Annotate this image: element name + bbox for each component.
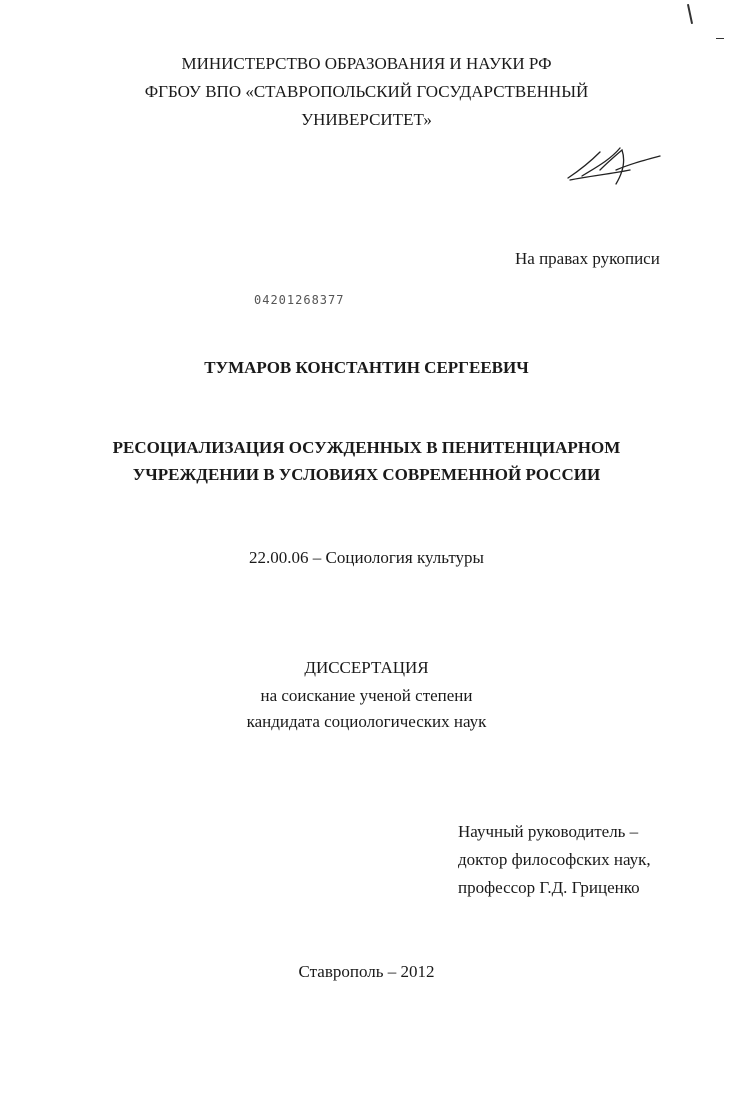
scan-mark [716, 38, 724, 39]
document-type-heading: ДИССЕРТАЦИЯ [304, 658, 429, 677]
scan-mark [687, 4, 693, 24]
degree-field-line: кандидата социологических наук [246, 712, 487, 731]
ministry-line: МИНИСТЕРСТВО ОБРАЗОВАНИЯ И НАУКИ РФ [181, 54, 552, 73]
university-line-continued: УНИВЕРСИТЕТ» [301, 110, 432, 129]
degree-line: на соискание ученой степени [260, 686, 473, 705]
dissertation-title-line2: УЧРЕЖДЕНИИ В УСЛОВИЯХ СОВРЕМЕННОЙ РОССИИ [132, 465, 601, 484]
university-line: ФГБОУ ВПО «СТАВРОПОЛЬСКИЙ ГОСУДАРСТВЕННЫЙ [144, 82, 589, 101]
advisor-label: Научный руководитель – [458, 822, 639, 841]
rights-note: На правах рукописи [515, 249, 660, 268]
author-name: ТУМАРОВ КОНСТАНТИН СЕРГЕЕВИЧ [204, 358, 529, 377]
catalog-number: 04201268377 [254, 293, 345, 307]
advisor-name: профессор Г.Д. Гриценко [458, 878, 640, 897]
signature-icon [560, 140, 670, 190]
city-year: Ставрополь – 2012 [298, 962, 435, 981]
advisor-degree: доктор философских наук, [458, 850, 651, 869]
specialty-code: 22.00.06 – Социология культуры [249, 548, 484, 567]
dissertation-title-line1: РЕСОЦИАЛИЗАЦИЯ ОСУЖДЕННЫХ В ПЕНИТЕНЦИАРНОМ [112, 438, 621, 457]
